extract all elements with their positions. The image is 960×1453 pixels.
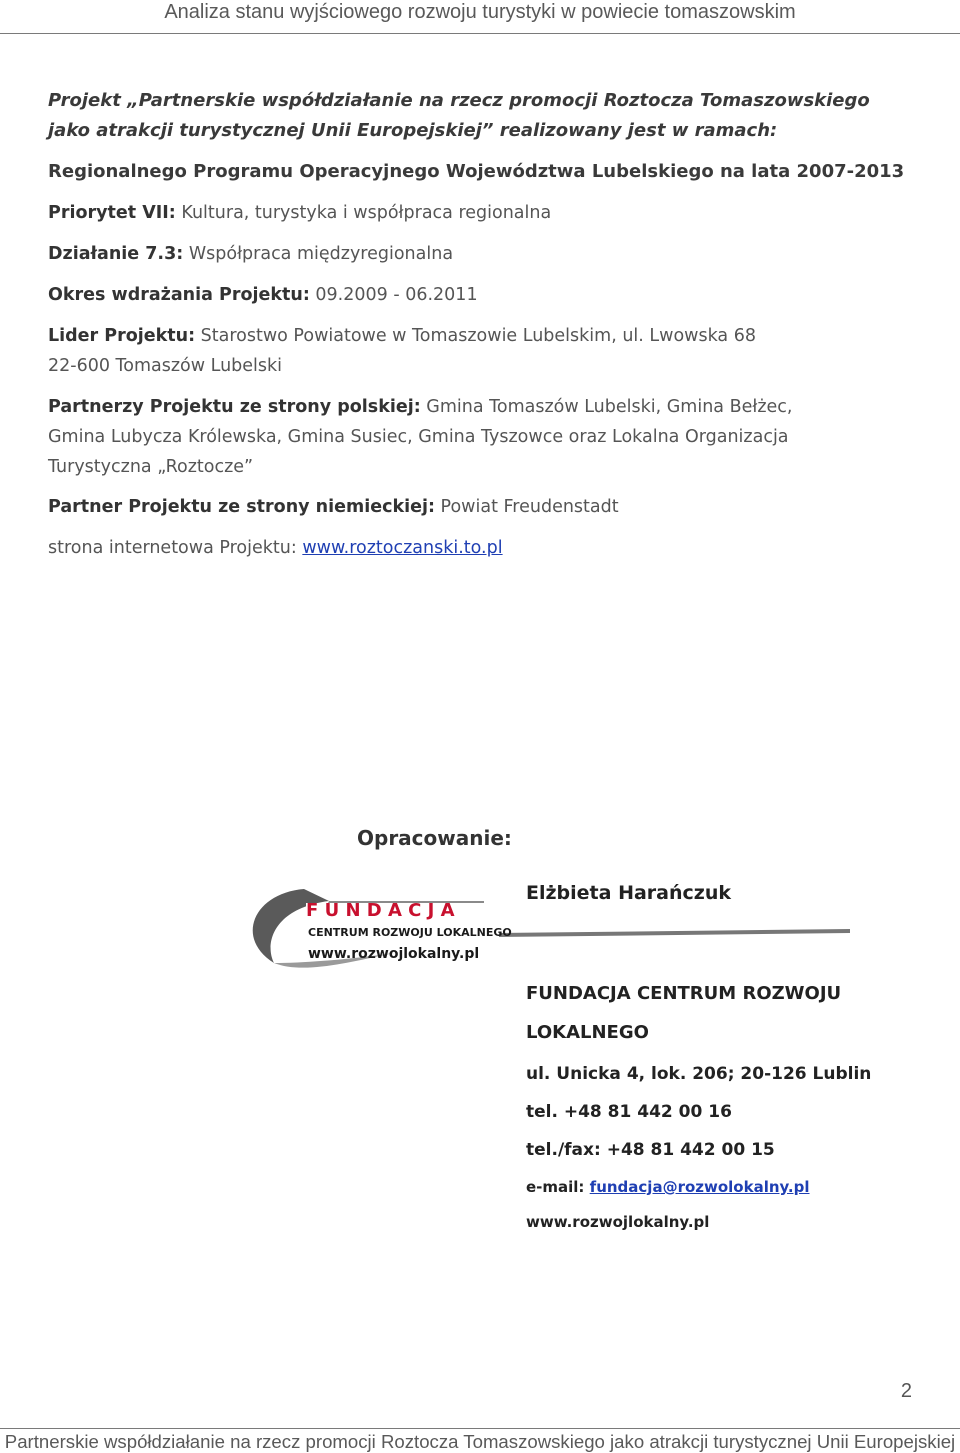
org-email-row [526,1178,810,1196]
org-address: ul. Unicka 4, lok. 206; 20-126 Lublin [526,1064,872,1084]
intro-line-1: Projekt „Partnerskie współdziałanie na rzecz promocji Roztocza Tomaszowskiego [48,90,870,111]
logo-word: F U N D A C J A [306,900,455,921]
partners-pl-row [48,396,792,418]
partners-pl-label: Partnerzy Projektu ze strony polskiej: [48,397,421,417]
email-link[interactable]: fundacja@rozwolokalny.pl [589,1178,810,1196]
partners-pl-value-3: Turystyczna „Roztocze” [48,457,254,477]
priority-label: Priorytet VII: [48,203,176,223]
author-name: Elżbieta Harańczuk [526,882,731,904]
opracowanie-title: Opracowanie: [357,826,512,850]
priority-value: Kultura, turystyka i współpraca regionalna [181,203,552,223]
partners-pl-value-1: Gmina Tomaszów Lubelski, Gmina Bełżec, [426,397,793,417]
partner-de-value: Powiat Freudenstadt [440,497,619,517]
intro-line-2: jako atrakcji turystycznej Unii Europejskiej” realizowany jest w ramach: [48,120,778,141]
leader-address: 22-600 Tomaszów Lubelski [48,356,283,376]
period-row [48,284,478,306]
website-row [48,537,503,559]
page-header [0,0,960,34]
website-link[interactable]: www.roztoczanski.to.pl [302,538,503,558]
logo-url: www.rozwojlokalny.pl [308,946,480,962]
website-label: strona internetowa Projektu: [48,538,297,558]
partner-de-label: Partner Projektu ze strony niemieckiej: [48,497,435,517]
org-fax: tel./fax: +48 81 442 00 15 [526,1140,775,1160]
logo-subtitle: CENTRUM ROZWOJU LOKALNEGO [308,926,512,939]
partners-pl-value-2: Gmina Lubycza Królewska, Gmina Susiec, Gmina Tyszowce oraz Lokalna Organizacja [48,427,789,447]
action-row [48,243,453,265]
footer-text: Partnerskie współdziałanie na rzecz promocji Roztocza Tomaszowskiego jako atrakcji turystycznej Unii Europejskiej [4,1431,956,1452]
priority-row [48,202,551,224]
period-value: 09.2009 - 06.2011 [315,285,478,305]
org-name-line-2: LOKALNEGO [526,1022,649,1043]
header-title: Analiza stanu wyjściowego rozwoju turystyki w powiecie tomaszowskim [164,1,796,23]
partner-de-row [48,496,619,518]
page-footer [0,1428,960,1453]
org-website: www.rozwojlokalny.pl [526,1213,710,1231]
leader-label: Lider Projektu: [48,326,196,346]
period-label: Okres wdrażania Projektu: [48,285,310,305]
page-number: 2 [900,1380,912,1402]
intro-line-3: Regionalnego Programu Operacyjnego Województwa Lubelskiego na lata 2007-2013 [48,161,905,182]
action-label: Działanie 7.3: [48,244,184,264]
email-label: e-mail: [526,1178,585,1196]
org-name-line-1: FUNDACJA CENTRUM ROZWOJU [526,983,842,1004]
action-value: Współpraca międzyregionalna [188,244,454,264]
org-tel: tel. +48 81 442 00 16 [526,1102,732,1122]
leader-value: Starostwo Powiatowe w Tomaszowie Lubelskim, ul. Lwowska 68 [200,326,756,346]
leader-row [48,325,756,347]
